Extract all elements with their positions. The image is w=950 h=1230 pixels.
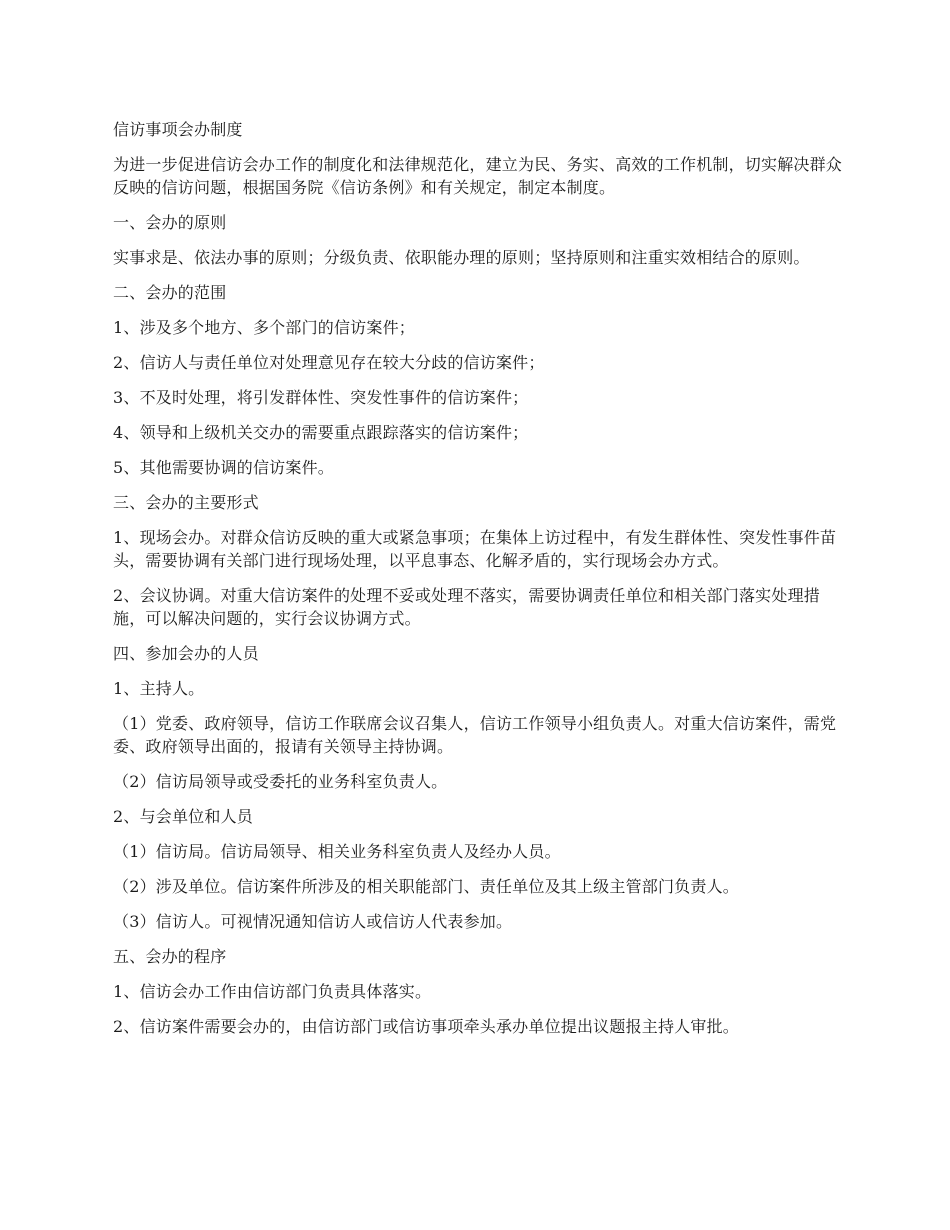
list-item: 3、不及时处理，将引发群体性、突发性事件的信访案件； (113, 388, 529, 407)
list-item: 5、其他需要协调的信访案件。 (113, 458, 334, 477)
paragraph-principles: 实事求是、依法办事的原则；分级负责、依职能办理的原则；坚持原则和注重实效相结合的原则。 (113, 248, 810, 267)
list-item: 2、与会单位和人员 (113, 807, 253, 826)
list-item: 4、领导和上级机关交办的需要重点跟踪落实的信访案件； (113, 423, 529, 442)
section-heading-participants: 四、参加会办的人员 (113, 644, 259, 663)
sub-list-item: （3）信访人。可视情况通知信访人或信访人代表参加。 (113, 912, 513, 931)
list-item: 1、主持人。 (113, 679, 205, 698)
list-item: 2、会议协调。对重大信访案件的处理不妥或处理不落实，需要协调责任单位和相关部门落实处理措施，可以解决问题的，实行会议协调方式。 (113, 586, 820, 628)
paragraph-intro: 为进一步促进信访会办工作的制度化和法律规范化，建立为民、务实、高效的工作机制，切实解决群众反映的信访问题，根据国务院《信访条例》和有关规定，制定本制度。 (113, 155, 843, 197)
sub-list-item: （1）信访局。信访局领导、相关业务科室负责人及经办人员。 (113, 842, 561, 861)
sub-list-item: （2）涉及单位。信访案件所涉及的相关职能部门、责任单位及其上级主管部门负责人。 (113, 877, 739, 896)
section-heading-procedure: 五、会办的程序 (113, 947, 227, 966)
document-title: 信访事项会办制度 (113, 120, 243, 139)
document-page (113, 118, 843, 1050)
list-item: 2、信访案件需要会办的，由信访部门或信访事项牵头承办单位提出议题报主持人审批。 (113, 1017, 739, 1036)
sub-list-item: （2）信访局领导或受委托的业务科室负责人。 (113, 772, 448, 791)
section-heading-scope: 二、会办的范围 (113, 283, 227, 302)
list-item: 1、现场会办。对群众信访反映的重大或紧急事项；在集体上访过程中，有发生群体性、突发性事件苗头，需要协调有关部门进行现场处理，以平息事态、化解矛盾的，实行现场会办方式。 (113, 528, 837, 570)
list-item: 1、信访会办工作由信访部门负责具体落实。 (113, 982, 432, 1001)
list-item: 2、信访人与责任单位对处理意见存在较大分歧的信访案件； (113, 353, 545, 372)
sub-list-item: （1）党委、政府领导，信访工作联席会议召集人，信访工作领导小组负责人。对重大信访案件，需党委、政府领导出面的，报请有关领导主持协调。 (113, 714, 837, 756)
list-item: 1、涉及多个地方、多个部门的信访案件； (113, 318, 415, 337)
section-heading-principles: 一、会办的原则 (113, 213, 227, 232)
section-heading-forms: 三、会办的主要形式 (113, 493, 259, 512)
